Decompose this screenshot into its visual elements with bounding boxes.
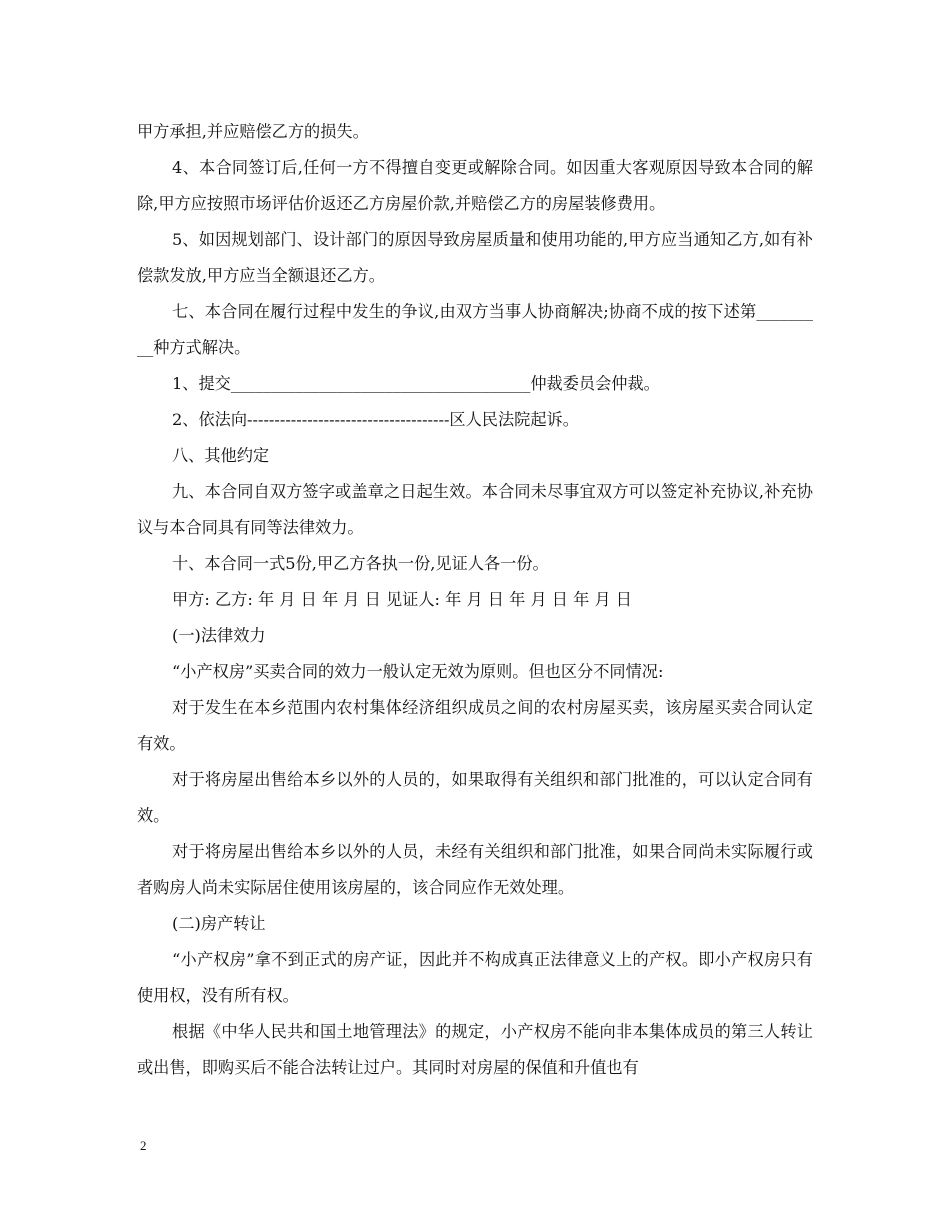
paragraph: “小产权房”拿不到正式的房产证，因此并不构成真正法律意义上的产权。即小产权房只有使用权，没有所有权。 xyxy=(137,950,813,1005)
paragraph: 七、本合同在履行过程中发生的争议,由双方当事人协商解决;协商不成的按下述第_________种方式解决。 xyxy=(137,302,813,357)
paragraph: 1、提交_____________________________________仲裁委员会仲裁。 xyxy=(172,374,660,393)
paragraph: 2、依法向-------------------------------------区人民法院起诉。 xyxy=(172,410,579,429)
paragraph: 八、其他约定 xyxy=(172,446,270,465)
paragraph: 甲方承担,并应赔偿乙方的损失。 xyxy=(137,122,369,141)
page-number: 2 xyxy=(140,1138,147,1153)
paragraph: 5、如因规划部门、设计部门的原因导致房屋质量和使用功能的,甲方应当通知乙方,如有补偿款发放,甲方应当全额退还乙方。 xyxy=(137,230,813,285)
paragraph: 对于将房屋出售给本乡以外的人员的，如果取得有关组织和部门批准的，可以认定合同有效。 xyxy=(137,770,813,825)
paragraph: “小产权房”买卖合同的效力一般认定无效为原则。但也区分不同情况: xyxy=(172,662,664,681)
paragraph: 甲方: 乙方: 年 月 日 年 月 日 见证人: 年 月 日 年 月 日 年 月 日 xyxy=(172,590,632,609)
paragraph: 4、本合同签订后,任何一方不得擅自变更或解除合同。如因重大客观原因导致本合同的解除,甲方应按照市场评估价返还乙方房屋价款,并赔偿乙方的房屋装修费用。 xyxy=(137,158,813,213)
document-body xyxy=(137,114,813,1086)
paragraph: 对于将房屋出售给本乡以外的人员，未经有关组织和部门批准，如果合同尚未实际履行或者购房人尚未实际居住使用该房屋的，该合同应作无效处理。 xyxy=(137,842,813,897)
paragraph: 根据《中华人民共和国土地管理法》的规定，小产权房不能向非本集体成员的第三人转让或出售，即购买后不能合法转让过户。其同时对房屋的保值和升值也有 xyxy=(137,1022,813,1077)
paragraph: (二)房产转让 xyxy=(172,914,266,933)
paragraph: (一)法律效力 xyxy=(172,626,266,645)
paragraph: 十、本合同一式5份,甲乙方各执一份,见证人各一份。 xyxy=(172,554,549,573)
paragraph: 九、本合同自双方签字或盖章之日起生效。本合同未尽事宜双方可以签定补充协议,补充协议与本合同具有同等法律效力。 xyxy=(137,482,813,537)
paragraph: 对于发生在本乡范围内农村集体经济组织成员之间的农村房屋买卖，该房屋买卖合同认定有效。 xyxy=(137,698,813,753)
